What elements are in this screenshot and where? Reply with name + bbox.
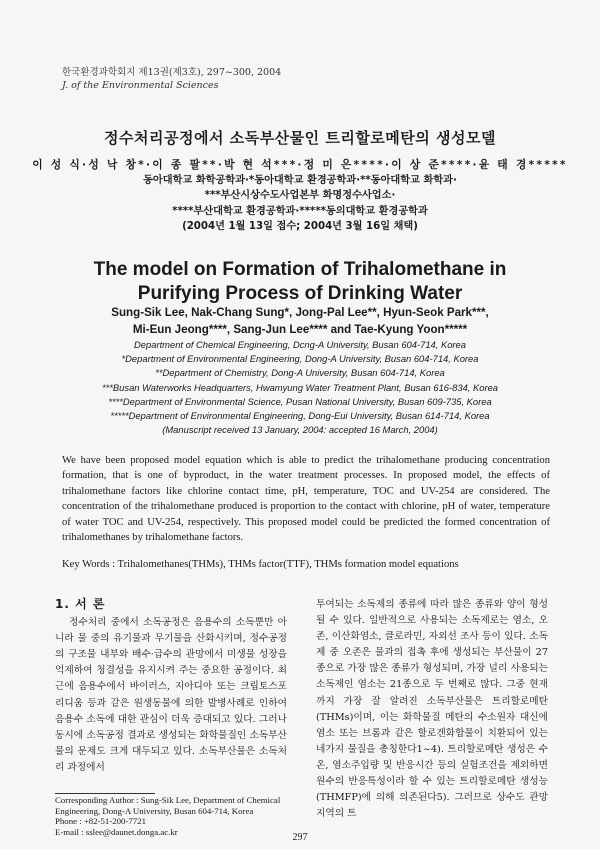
korean-authors: 이 성 식·성 낙 창*·이 종 팔**·박 현 석***·정 미 은****·이 상 준****·윤 태 경*****: [32, 158, 568, 171]
abstract: We have been proposed model equation which is able to predict the trihalomethane producing concentration formation, that is one of byproduct, in the water treatment processes. In proposed model, the effects of trihalomethane factors like chlorine contact time, pH, temperature, TOC and UV-254 are considered. The concentration of the trihalomethane produced is proportion to the contact with chlorine, pH of water, temperature of water TOC and UV-254, respectively. This proposed model could be predicted the formed concentration of trihalomethanes by trihalomethane factors.: [62, 455, 550, 544]
journal-header: [62, 66, 281, 92]
korean-affiliation-1: 동아대학교 화학공학과·*동아대학교 환경공학과·**동아대학교 화학과·: [143, 174, 457, 186]
affiliation-line: *****Department of Environmental Engineering, Dong-Eui University, Busan 614-714, Korea: [110, 410, 490, 422]
affiliation-line: Department of Chemical Engineering, Dcng-A University, Busan 604-714, Korea: [134, 339, 466, 350]
affiliation-line: ****Department of Environmental Science, Pusan National University, Busan 609-735, Korea: [108, 395, 492, 407]
english-title: [0, 258, 600, 305]
footnote-line: Engineering, Dong-A University, Busan 604-714, Korea: [55, 805, 254, 816]
english-authors-line-2: Mi-Eun Jeong****, Sang-Jun Lee**** and Tae-Kyung Yoon*****: [132, 322, 468, 336]
page-number: 297: [292, 832, 308, 843]
footnote-phone: Phone : +82-51-200-7721: [55, 816, 146, 827]
affiliation-line: *Department of Environmental Engineering, Dong-A University, Busan 604-714, Korea: [121, 353, 479, 365]
affiliation-line: **Department of Chemistry, Dong-A University, Busan 604-714, Korea: [155, 367, 445, 379]
footnote-line: Corresponding Author : Sung-Sik Lee, Department of Chemical: [55, 795, 281, 805]
english-title-line-1: The model on Formation of Trihalomethane in: [93, 259, 507, 280]
footnote-email: E-mail : sslee@daunet.donga.ac.kr: [55, 826, 178, 837]
english-affiliations: [0, 338, 600, 437]
english-authors-line-1: Sung-Sik Lee, Nak-Chang Sung*, Jong-Pal Lee**, Hyun-Seok Park***,: [111, 306, 489, 319]
korean-title: 정수처리공정에서 소독부산물인 트리할로메탄의 생성모델: [104, 129, 496, 147]
body-paragraph: 투여되는 소독제의 종류에 따라 많은 종류와 양이 형성될 수 있다. 일반적으로 사용되는 소독제로는 염소, 오존, 이산화염소, 클로라민, 자외선 조사 등이 있다. 소독제 중 오존은 물과의 접촉 후에 생성되는 부산물이 27종으로 가장 많은 종류가 형성되며, 가장 널리 사용되는 소독제인 염소는 21종으로 두 번째로 많다. 그중 현재까지 가장 잘 알려진 소독부산물은 트리할로메탄(THMs)이며, 이는 화학물질 메탄의 수소원자 대신에 염소 또는 브롬과 같은 할로겐화합물이 치환되어 있는 네가지 물질을 총칭한다1~4). 트리할로메탄 생성은 수온, 염소주입량 및 반응시간 등의 실험조건을 제외하면 원수의 반응특성이라 할 수 있는 트리할로메탄 생성능(THMFP)에 의해 의존된다5). 그러므로 상수도 관망지역의 트: [316, 599, 548, 820]
english-title-line-2: Purifying Process of Drinking Water: [137, 282, 463, 304]
affiliation-line: ***Busan Waterworks Headquarters, Hwamyung Water Treatment Plant, Busan 616-834, Korea: [101, 381, 499, 393]
korean-affiliation-2: ***부산시상수도사업본부 화명정수사업소·: [204, 190, 396, 202]
journal-name: J. of the Environmental Sciences: [62, 80, 219, 91]
journal-citation: 한국환경과학회지 제13권(제3호), 297~300, 2004: [62, 67, 282, 78]
korean-author-block: [0, 157, 600, 235]
keywords: Key Words : Trihalomethanes(THMs), THMs factor(TTF), THMs formation model equations: [62, 559, 459, 570]
body-paragraph: 정수처리 중에서 소독공정은 음용수의 소독뿐만 아니라 물 중의 유기물과 무기물을 산화시키며, 정수공정의 구조물 내부와 배수·급수의 관망에서 미생물 성장을 억제하여 청결성을 유지시켜 주는 중요한 공정이다. 최근에 음용수에서 바이러스, 지아디아 또는 크립토스포리디움 등과 같은 원생동물에 의한 발병사례로 인하여 음용수 소독에 대한 관심이 더욱 증대되고 있다. 그러나 동시에 소독공정 결과로 생성되는 화학물질인 소독부산물의 문제도 크게 대두되고 있다. 소독부산물은 소독처리 과정에서: [55, 617, 287, 773]
manuscript-dates: (Manuscript received 13 January, 2004: accepted 16 March, 2004): [162, 424, 438, 436]
korean-received-date: (2004년 1월 13일 접수; 2004년 3월 16일 채택): [182, 221, 418, 233]
english-authors: [0, 305, 600, 338]
footnote-divider: [55, 793, 155, 794]
body-column-right: [316, 597, 548, 822]
section-heading: 1. 서 론: [55, 597, 106, 611]
korean-affiliation-3: ****부산대학교 환경공학과·*****동의대학교 환경공학과: [172, 205, 428, 217]
body-column-left: [55, 596, 287, 776]
